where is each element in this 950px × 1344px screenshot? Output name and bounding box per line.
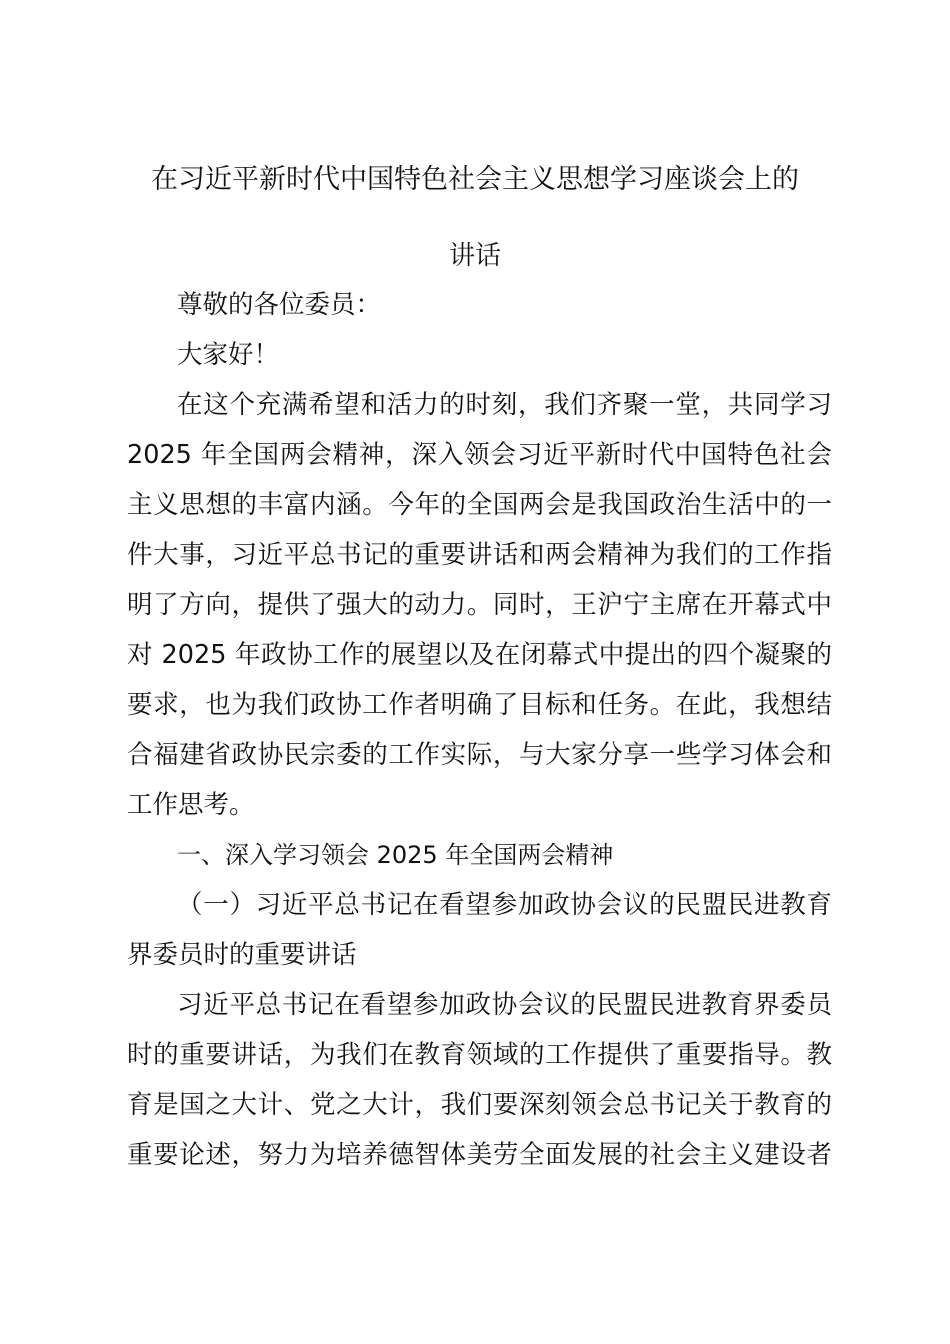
subsection-1-line-2: 界委员时的重要讲话 <box>127 940 357 970</box>
paragraph-1-line-5: 明了方向，提供了强大的动力。同时，王沪宁主席在开幕式中 <box>127 590 832 620</box>
paragraph-1-line-1: 在这个充满希望和活力的时刻，我们齐聚一堂，共同学习 <box>177 390 832 420</box>
greeting: 大家好！ <box>177 340 280 370</box>
paragraph-1-line-2: 2025 年全国两会精神，深入领会习近平新时代中国特色社会 <box>127 440 832 470</box>
paragraph-1-line-4: 件大事，习近平总书记的重要讲话和两会精神为我们的工作指 <box>127 540 832 570</box>
paragraph-2-line-4: 重要论述，努力为培养德智体美劳全面发展的社会主义建设者 <box>127 1140 832 1170</box>
salutation: 尊敬的各位委员： <box>177 290 382 320</box>
document-title-line-1: 在习近平新时代中国特色社会主义思想学习座谈会上的 <box>151 164 799 195</box>
paragraph-2-line-2: 时的重要讲话，为我们在教育领域的工作提供了重要指导。教 <box>127 1040 832 1070</box>
paragraph-2-line-1: 习近平总书记在看望参加政协会议的民盟民进教育界委员 <box>177 990 832 1020</box>
paragraph-1-line-9: 工作思考。 <box>127 790 255 820</box>
paragraph-1-line-6: 对 2025 年政协工作的展望以及在闭幕式中提出的四个凝聚的 <box>127 640 832 670</box>
document-title-line-2: 讲话 <box>448 241 501 271</box>
paragraph-1-line-3: 主义思想的丰富内涵。今年的全国两会是我国政治生活中的一 <box>127 490 832 520</box>
paragraph-1-line-7: 要求，也为我们政协工作者明确了目标和任务。在此，我想结 <box>127 690 832 720</box>
paragraph-2-line-3: 育是国之大计、党之大计，我们要深刻领会总书记关于教育的 <box>127 1090 832 1120</box>
section-1-heading: 一、深入学习领会 2025 年全国两会精神 <box>177 841 614 869</box>
paragraph-1-line-8: 合福建省政协民宗委的工作实际，与大家分享一些学习体会和 <box>127 740 832 770</box>
subsection-1-line-1: （一）习近平总书记在看望参加政协会议的民盟民进教育 <box>177 890 832 920</box>
